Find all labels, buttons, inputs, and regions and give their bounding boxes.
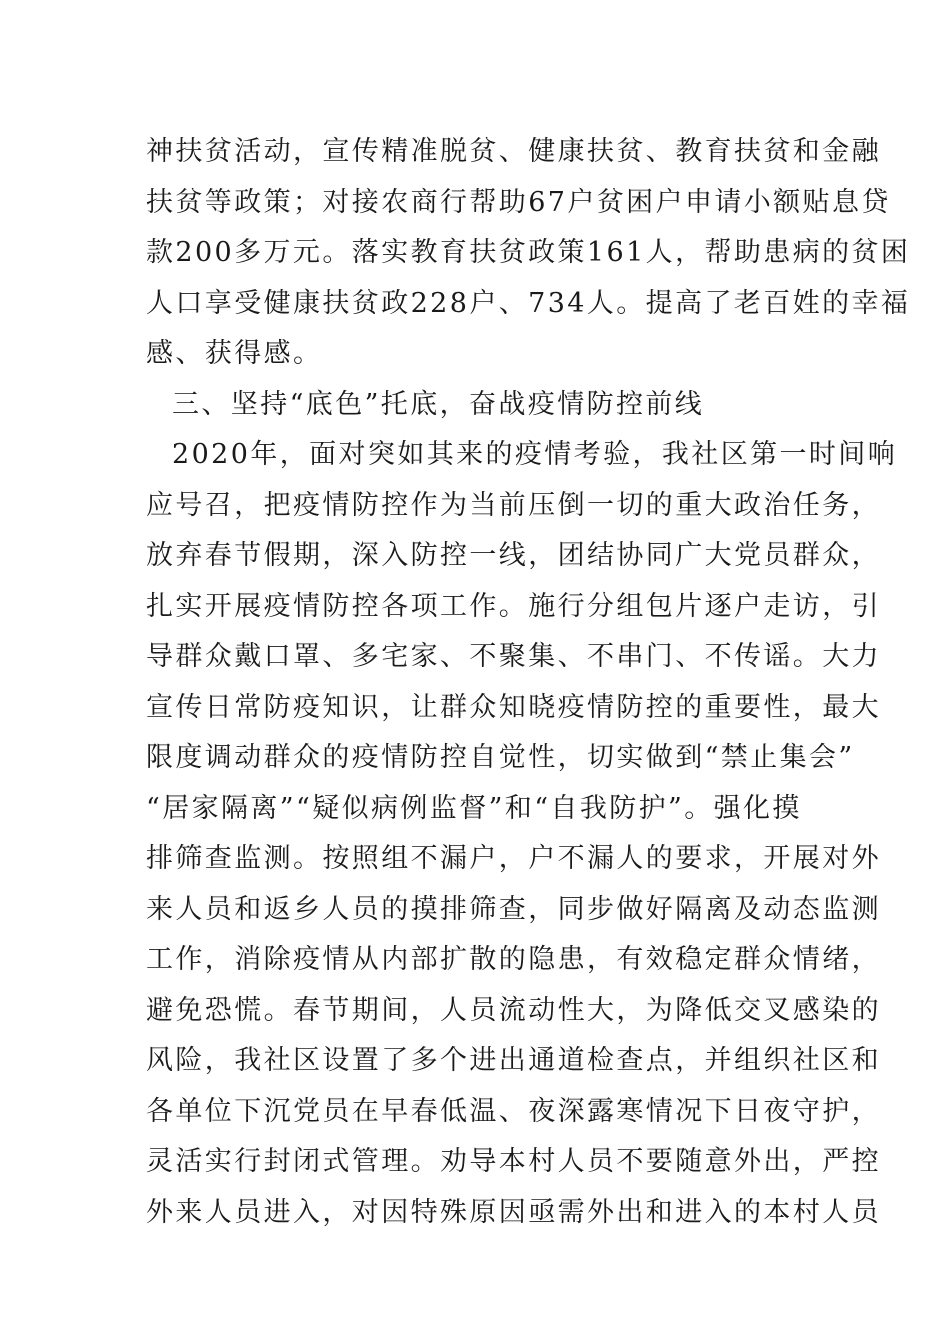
text-line: 感、获得感。 xyxy=(146,338,323,369)
text-line: 来人员和返乡人员的摸排筛查，同步做好隔离及动态监测 xyxy=(146,893,881,925)
text-line: 避免恐慌。春节期间，人员流动性大，为降低交叉感染的 xyxy=(146,994,881,1026)
paragraph-start: 2020年，面对突如其来的疫情考验，我社区第一时间响 xyxy=(172,439,898,470)
text-line: 风险，我社区设置了多个进出通道检查点，并组织社区和 xyxy=(146,1045,881,1076)
text-line: 应号召，把疫情防控作为当前压倒一切的重大政治任务， xyxy=(146,489,881,521)
text-line: 导群众戴口罩、多宅家、不聚集、不串门、不传谣。大力 xyxy=(146,641,881,672)
text-line: 排筛查监测。按照组不漏户，户不漏人的要求，开展对外 xyxy=(146,843,881,874)
text-line: 各单位下沉党员在早春低温、夜深露寒情况下日夜守护， xyxy=(146,1095,881,1127)
text-line: 扎实开展疫情防控各项工作。施行分组包片逐户走访，引 xyxy=(146,590,881,622)
text-line: 放弃春节假期，深入防控一线，团结协同广大党员群众， xyxy=(146,540,881,571)
text-line: 灵活实行封闭式管理。劝导本村人员不要随意外出，严控 xyxy=(146,1146,881,1177)
text-line: “居家隔离”“疑似病例监督”和“自我防护”。强化摸 xyxy=(146,792,802,824)
body-text xyxy=(146,127,911,1238)
section-heading: 三、坚持“底色”托底，奋战疫情防控前线 xyxy=(172,388,705,420)
text-line: 限度调动群众的疫情防控自觉性，切实做到“禁止集会” xyxy=(146,742,855,773)
text-line: 工作，消除疫情从内部扩散的隐患，有效稳定群众情绪， xyxy=(146,944,881,975)
text-line: 外来人员进入，对因特殊原因亟需外出和进入的本村人员 xyxy=(146,1196,881,1228)
text-line: 款200多万元。落实教育扶贫政策161人，帮助患病的贫困 xyxy=(146,237,911,268)
text-line: 神扶贫活动，宣传精准脱贫、健康扶贫、教育扶贫和金融 xyxy=(146,136,881,167)
text-line: 扶贫等政策；对接农商行帮助67户贫困户申请小额贴息贷 xyxy=(146,186,891,218)
text-line: 宣传日常防疫知识，让群众知晓疫情防控的重要性，最大 xyxy=(146,691,881,723)
text-line: 人口享受健康扶贫政228户、734人。提高了老百姓的幸福 xyxy=(146,287,911,319)
